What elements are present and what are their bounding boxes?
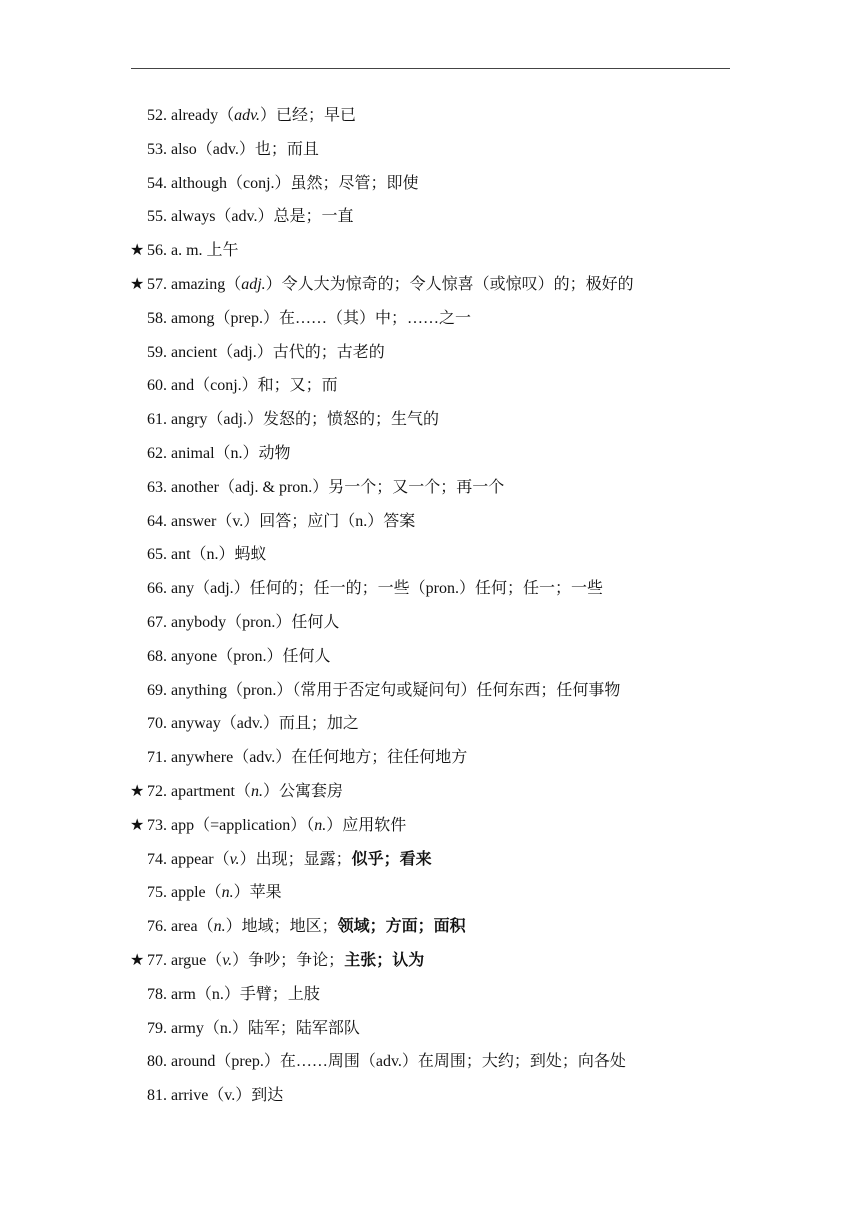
vocab-entry-text: [147, 403, 439, 437]
entry-number: 52.: [147, 107, 167, 124]
entry-segment: ）公寓套房: [262, 782, 343, 800]
entry-segment: another（adj. & pron.）另一个；又一个；再一个: [167, 478, 505, 496]
entry-segment: a. m. 上午: [167, 242, 239, 260]
entry-segment: animal（n.）动物: [167, 444, 291, 462]
vocab-entry: [0, 369, 860, 403]
entry-segment: ）苹果: [233, 884, 282, 902]
entry-number: 61.: [147, 411, 167, 429]
vocab-entry-text: [147, 809, 406, 843]
vocab-entry: [0, 809, 860, 843]
vocab-entry-text: [147, 944, 424, 978]
vocab-entry-text: [147, 572, 603, 606]
vocab-entry: [0, 133, 860, 167]
vocab-entry: [0, 876, 860, 910]
entry-segment: app（=application）（: [167, 816, 315, 834]
part-of-speech: n.: [213, 918, 226, 936]
vocab-entry: [0, 1045, 860, 1079]
vocab-entry: [0, 99, 860, 133]
vocab-entry: [0, 200, 860, 234]
entry-segment: apartment（: [167, 782, 251, 800]
entry-segment: although（conj.）虽然；尽管；即使: [167, 174, 419, 192]
vocab-entry: [0, 403, 860, 437]
entry-number: 77.: [147, 951, 167, 969]
part-of-speech: adj.: [241, 275, 266, 293]
star-icon: ★: [130, 275, 145, 293]
entry-segment: and（conj.）和；又；而: [167, 377, 338, 395]
entry-number: 66.: [147, 580, 167, 598]
vocab-entry-text: [147, 167, 419, 201]
entry-segment: around（prep.）在……周围（adv.）在周围；大约；到处；向各处: [167, 1053, 626, 1071]
vocab-entry-text: [147, 99, 356, 133]
part-of-speech: adv.: [234, 107, 261, 124]
entry-number: 71.: [147, 749, 167, 767]
vocab-entry: [0, 505, 860, 539]
entry-number: 73.: [147, 816, 167, 834]
bold-definition: 领域；方面；面积: [337, 918, 466, 936]
entry-number: 76.: [147, 918, 167, 936]
entry-segment: army（n.）陆军；陆军部队: [167, 1019, 360, 1037]
bold-definition: 主张；认为: [344, 951, 425, 969]
vocab-entry-text: [147, 1079, 283, 1113]
star-icon: ★: [130, 782, 145, 800]
part-of-speech: v.: [229, 850, 240, 868]
vocab-entry: [0, 302, 860, 336]
entry-segment: ）已经；早已: [260, 107, 357, 124]
vocab-entry-text: [147, 234, 239, 268]
star-icon: ★: [130, 242, 145, 260]
vocab-entry: [0, 1012, 860, 1046]
vocab-entry: [0, 707, 860, 741]
vocab-entry: [0, 978, 860, 1012]
vocab-entry-text: [147, 268, 634, 302]
entry-number: 58.: [147, 309, 167, 327]
vocab-entry-text: [147, 978, 320, 1012]
entry-number: 74.: [147, 850, 167, 868]
entry-number: 56.: [147, 242, 167, 260]
entry-segment: ）争吵；争论；: [232, 951, 345, 969]
vocab-entry: [0, 741, 860, 775]
vocab-entry: [0, 572, 860, 606]
vocab-entry-text: [147, 302, 471, 336]
vocab-entry: [0, 674, 860, 708]
part-of-speech: n.: [250, 782, 263, 800]
entry-segment: any（adj.）任何的；任一的；一些（pron.）任何；任一；一些: [167, 580, 603, 598]
entry-segment: ）应用软件: [326, 816, 407, 834]
entry-number: 54.: [147, 174, 167, 192]
entry-number: 53.: [147, 140, 167, 158]
part-of-speech: n.: [221, 884, 234, 902]
star-icon: ★: [130, 816, 145, 834]
entry-number: 57.: [147, 275, 167, 293]
entry-number: 69.: [147, 681, 167, 699]
entry-number: 62.: [147, 444, 167, 462]
entry-segment: angry（adj.）发怒的；愤怒的；生气的: [167, 411, 439, 429]
header-rule: [131, 68, 730, 69]
vocab-entry-text: [147, 538, 267, 572]
vocab-entry-text: [147, 336, 385, 370]
part-of-speech: n.: [314, 816, 327, 834]
entry-segment: arrive（v.）到达: [167, 1087, 284, 1105]
vocab-entry-text: [147, 606, 339, 640]
entry-segment: anything（pron.）（常用于否定句或疑问句）任何东西；任何事物: [167, 681, 621, 699]
vocab-entry-text: [147, 910, 466, 944]
entry-segment: anyone（pron.）任何人: [167, 647, 331, 665]
bold-definition: 似乎；看来: [351, 850, 432, 868]
entry-segment: ）令人大为惊奇的；令人惊喜（或惊叹）的；极好的: [265, 275, 634, 293]
entry-number: 63.: [147, 478, 167, 496]
entry-segment: already（: [167, 107, 235, 124]
vocab-entry-text: [147, 1045, 626, 1079]
entry-segment: ）出现；显露；: [239, 850, 352, 868]
vocabulary-list: [0, 99, 860, 1113]
entry-segment: area（: [167, 918, 214, 936]
entry-segment: amazing（: [167, 275, 242, 293]
entry-segment: ancient（adj.）古代的；古老的: [167, 343, 385, 361]
vocab-entry-text: [147, 1012, 360, 1046]
vocab-entry-text: [147, 640, 331, 674]
vocab-entry: [0, 606, 860, 640]
entry-segment: ）地域；地区；: [225, 918, 338, 936]
entry-number: 68.: [147, 647, 167, 665]
entry-number: 59.: [147, 343, 167, 361]
entry-number: 65.: [147, 546, 167, 564]
entry-number: 81.: [147, 1087, 167, 1105]
entry-segment: apple（: [167, 884, 222, 902]
entry-segment: answer（v.）回答；应门（n.）答案: [167, 512, 416, 530]
entry-segment: appear（: [167, 850, 230, 868]
vocab-entry: [0, 944, 860, 978]
vocab-entry-text: [147, 505, 415, 539]
entry-segment: also（adv.）也；而且: [167, 140, 319, 158]
vocab-entry: [0, 437, 860, 471]
entry-number: 72.: [147, 782, 167, 800]
vocab-entry-text: [147, 471, 504, 505]
entry-segment: ant（n.）蚂蚁: [167, 546, 267, 564]
part-of-speech: v.: [222, 951, 233, 969]
vocab-entry-text: [147, 437, 291, 471]
vocab-entry-text: [147, 775, 343, 809]
entry-segment: arm（n.）手臂；上肢: [167, 985, 320, 1003]
vocab-entry: [0, 234, 860, 268]
entry-segment: anybody（pron.）任何人: [167, 613, 340, 631]
vocab-entry: [0, 471, 860, 505]
entry-number: 55.: [147, 208, 167, 226]
entry-segment: anyway（adv.）而且；加之: [167, 715, 359, 733]
vocab-entry-text: [147, 876, 282, 910]
entry-segment: argue（: [167, 951, 223, 969]
vocab-entry: [0, 167, 860, 201]
entry-number: 75.: [147, 884, 167, 902]
entry-segment: anywhere（adv.）在任何地方；往任何地方: [167, 749, 468, 767]
vocab-entry: [0, 538, 860, 572]
vocab-entry-text: [147, 843, 432, 877]
vocab-entry-text: [147, 369, 338, 403]
vocab-entry: [0, 1079, 860, 1113]
vocab-entry: [0, 775, 860, 809]
vocab-entry: [0, 843, 860, 877]
vocab-entry: [0, 336, 860, 370]
entry-number: 78.: [147, 985, 167, 1003]
entry-number: 79.: [147, 1019, 167, 1037]
vocab-entry-text: [147, 674, 620, 708]
entry-number: 80.: [147, 1053, 167, 1071]
vocab-entry-text: [147, 707, 359, 741]
entry-number: 70.: [147, 715, 167, 733]
vocab-entry-text: [147, 133, 319, 167]
entry-segment: always（adv.）总是；一直: [167, 208, 354, 226]
vocab-entry: [0, 640, 860, 674]
entry-segment: among（prep.）在……（其）中；……之一: [167, 309, 471, 327]
vocab-entry-text: [147, 741, 467, 775]
vocab-entry: [0, 910, 860, 944]
vocab-entry-text: [147, 200, 354, 234]
entry-number: 67.: [147, 613, 167, 631]
vocab-entry: [0, 268, 860, 302]
entry-number: 64.: [147, 512, 167, 530]
entry-number: 60.: [147, 377, 167, 395]
star-icon: ★: [130, 951, 145, 969]
